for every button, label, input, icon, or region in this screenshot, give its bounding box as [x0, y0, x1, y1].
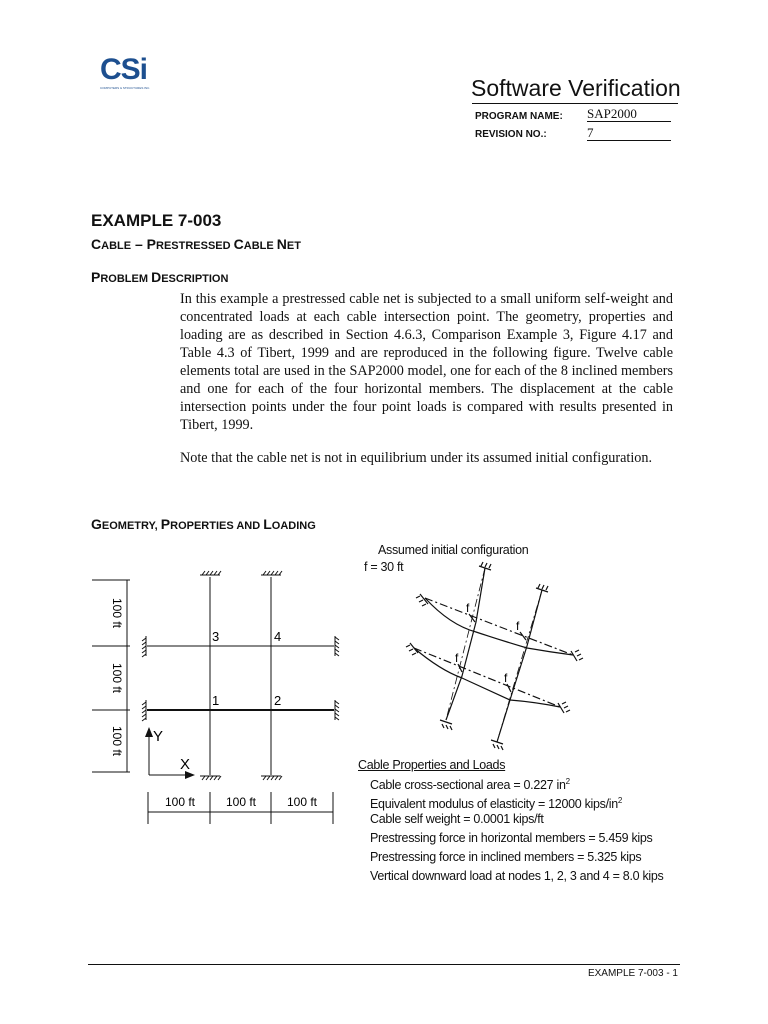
- dim-vertical-3: 100 ft: [110, 725, 124, 757]
- support-left-top: [142, 636, 146, 657]
- problem-paragraph-2: Note that the cable net is not in equilibrium under its assumed initial configuration.: [180, 450, 653, 466]
- geometry-heading: GEOMETRY, PROPERTIES AND LOADING: [91, 516, 316, 532]
- support-right-bottom: [335, 700, 339, 720]
- iso-f-label-1: f: [466, 601, 470, 615]
- dim-horizontal-3: 100 ft: [286, 795, 318, 809]
- dim-horizontal-2: 100 ft: [225, 795, 257, 809]
- axis-y-arrowhead: [145, 727, 153, 737]
- iso-reference-4: [497, 590, 542, 742]
- iso-f-label-3: f: [455, 651, 459, 665]
- iso-support-8: [491, 740, 503, 750]
- support-left-bottom: [142, 700, 146, 721]
- document-title: Software Verification: [471, 75, 681, 101]
- property-line: Prestressing force in horizontal members = 5.459 kips: [370, 831, 653, 845]
- page-footer: EXAMPLE 7-003 - 1: [587, 968, 678, 979]
- revision-label: REVISION NO.:: [475, 129, 547, 140]
- properties-title: Cable Properties and Loads: [358, 758, 506, 772]
- iso-reference-1: [425, 598, 573, 655]
- program-name-value: SAP2000: [587, 106, 671, 122]
- property-line: Prestressing force in inclined members = 5.325 kips: [370, 850, 642, 864]
- iso-reference-2: [414, 648, 560, 707]
- iso-caption-line1: Assumed initial configuration: [378, 543, 529, 557]
- footer-rule: [88, 964, 680, 965]
- problem-paragraph-1: In this example a prestressed cable net is subjected to a small uniform self-weight and concentrated loads at each cable intersection point. The geometry, properties and loading are as described in Section 4.6.3, Comparison Example 3, Figure 4.17 and Table 4.3 of Tibert, 1999 and are reproduced in the following figure. Twelve cable elements total are used in the SAP2000 model, one for each of the 8 inclined members and one for each of the four horizontal members. The displacement at the cable intersection points under the four point loads is compared with results presented in Tibert, 1999.: [180, 291, 673, 433]
- iso-f-label-4: f: [504, 671, 508, 685]
- node-label-3: 3: [212, 629, 220, 644]
- node-label-1: 1: [212, 693, 220, 708]
- support-right-top: [335, 636, 339, 656]
- logo-text: CSi: [100, 53, 148, 86]
- program-name-label: PROGRAM NAME:: [475, 111, 563, 122]
- dim-vertical-1: 100 ft: [110, 597, 124, 629]
- iso-caption-line2: f = 30 ft: [364, 560, 404, 574]
- iso-support-7: [440, 720, 452, 730]
- axis-x-label: X: [180, 756, 191, 773]
- node-label-4: 4: [274, 629, 282, 644]
- iso-view-figure: [406, 562, 583, 750]
- property-line: Equivalent modulus of elasticity = 12000 kips/$in^2$: [370, 796, 623, 812]
- node-label-2: 2: [274, 693, 282, 708]
- support-top-2: [261, 571, 282, 575]
- properties-list: [370, 777, 663, 888]
- property-line: Cable cross-sectional area = 0.227 $in^2$: [370, 777, 570, 793]
- logo-subtext: COMPUTERS & STRUCTURES INC.: [100, 86, 151, 90]
- property-line: Cable self weight = 0.0001 kips/ft: [370, 812, 544, 826]
- revision-value: 7: [587, 125, 671, 141]
- property-line: Vertical downward load at nodes 1, 2, 3 and 4 = 8.0 kips: [370, 869, 664, 883]
- support-top-1: [200, 571, 221, 575]
- support-bottom-2: [261, 776, 282, 780]
- dim-vertical-2: 100 ft: [110, 662, 124, 694]
- iso-reference-3: [446, 568, 485, 720]
- dim-horizontal-1: 100 ft: [164, 795, 196, 809]
- support-bottom-1: [200, 776, 221, 780]
- axis-y-label: Y: [153, 728, 164, 745]
- example-subtitle: CABLE – PRESTRESSED CABLE NET: [91, 236, 301, 252]
- iso-f-label-2: f: [516, 619, 520, 633]
- example-title: EXAMPLE 7-003: [91, 211, 222, 230]
- problem-description-heading: PROBLEM DESCRIPTION: [91, 269, 229, 285]
